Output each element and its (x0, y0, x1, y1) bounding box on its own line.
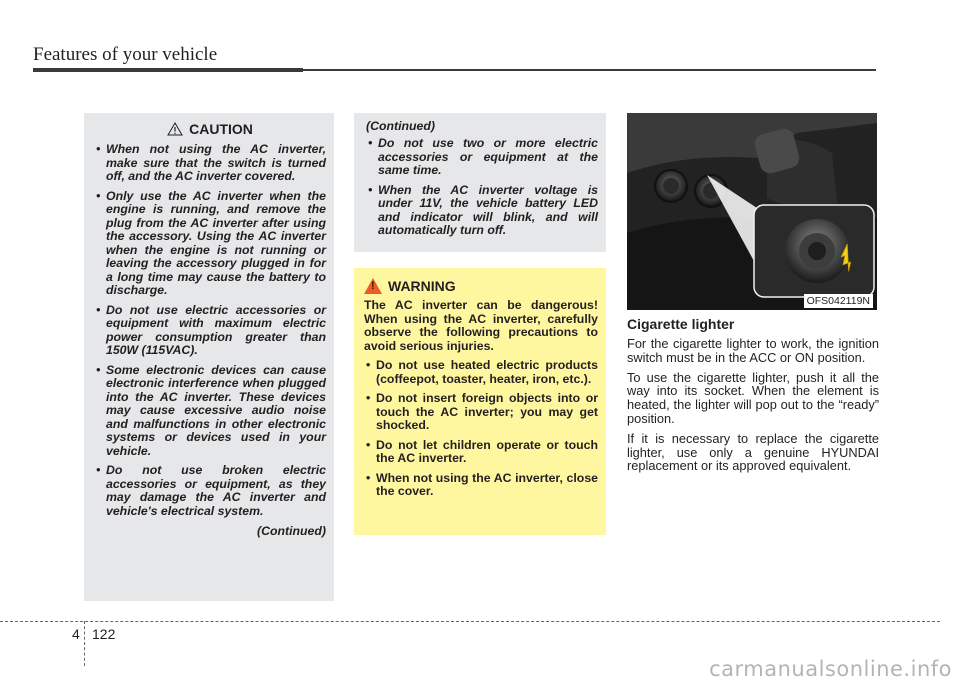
chapter-number: 4 (72, 626, 80, 642)
watermark: carmanualsonline.info (709, 657, 952, 681)
continued-item: • When the AC inverter voltage is under 11V, the vehicle battery LED and indicator will blink, and will automatically turn off. (366, 184, 598, 238)
section-heading: Cigarette lighter (627, 316, 735, 332)
caution-continued-label: (Continued) (257, 524, 326, 538)
caution-triangle-icon (167, 122, 183, 136)
body-paragraph: For the cigarette lighter to work, the ignition switch must be in the ACC or ON position. (627, 336, 879, 365)
page-number: 122 (92, 626, 116, 642)
caution-item: • When not using the AC inverter, make sure that the switch is turned off, and the AC inverter covered. (94, 143, 326, 184)
footer-rule (0, 621, 940, 622)
continued-list (366, 137, 598, 238)
caution-item: • Do not use broken electric accessories or equipment, as they may damage the AC inverter and vehicle's electrical system. (94, 464, 326, 518)
continued-heading: (Continued) (366, 119, 435, 133)
warning-box (354, 268, 606, 535)
warning-item: • Do not let children operate or touch the AC inverter. (364, 439, 598, 466)
warning-intro: The AC inverter can be dangerous! When using the AC inverter, carefully observe the following precautions to avoid serious injuries. (364, 298, 598, 353)
page-header-title: Features of your vehicle (33, 44, 218, 65)
caution-item: • Do not use electric accessories or equipment with maximum electric power consumption greater than 150W (115VAC). (94, 304, 326, 358)
cigarette-lighter-illustration (627, 113, 877, 310)
warning-item: • Do not insert foreign objects into or touch the AC inverter; you may get shocked. (364, 392, 598, 433)
body-paragraph: To use the cigarette lighter, push it all the way into its socket. When the element is heated, the lighter will pop out to the “ready” position. (627, 369, 879, 426)
caution-box (84, 113, 334, 601)
warning-item: • When not using the AC inverter, close the cover. (364, 472, 598, 499)
caution-list (94, 143, 326, 518)
warning-item: • Do not use heated electric products (coffeepot, toaster, heater, iron, etc.). (364, 359, 598, 386)
body-paragraph: If it is necessary to replace the cigarette lighter, use only a genuine HYUNDAI replacement or its approved equivalent. (627, 430, 879, 474)
figure-code: OFS042119N (804, 294, 873, 308)
section-body (627, 337, 879, 479)
cigarette-lighter-photo (627, 113, 877, 310)
caution-title-row (94, 121, 326, 137)
caution-item: • Only use the AC inverter when the engine is running, and remove the plug from the AC inverter after using the accessory. Using the AC inverter when the engine is not running or leaving the accessory plugged in for a long time may cause the battery to discharge. (94, 190, 326, 298)
continued-item: • Do not use two or more electric accessories or equipment at the same time. (366, 137, 598, 178)
warning-list (364, 359, 598, 499)
warning-title-row (364, 278, 598, 294)
caution-item: • Some electronic devices can cause electronic interference when plugged into the AC inverter. These devices may cause excessive audio noise and malfunctions in other electronic systems or devices used in your vehicle. (94, 364, 326, 459)
continued-caution-box (354, 113, 606, 252)
caution-title: CAUTION (189, 121, 253, 137)
footer-divider (84, 621, 85, 666)
warning-triangle-icon (364, 278, 382, 294)
warning-title: WARNING (388, 278, 456, 294)
header-rule-thick (33, 68, 303, 72)
header-rule-thin (303, 69, 876, 71)
